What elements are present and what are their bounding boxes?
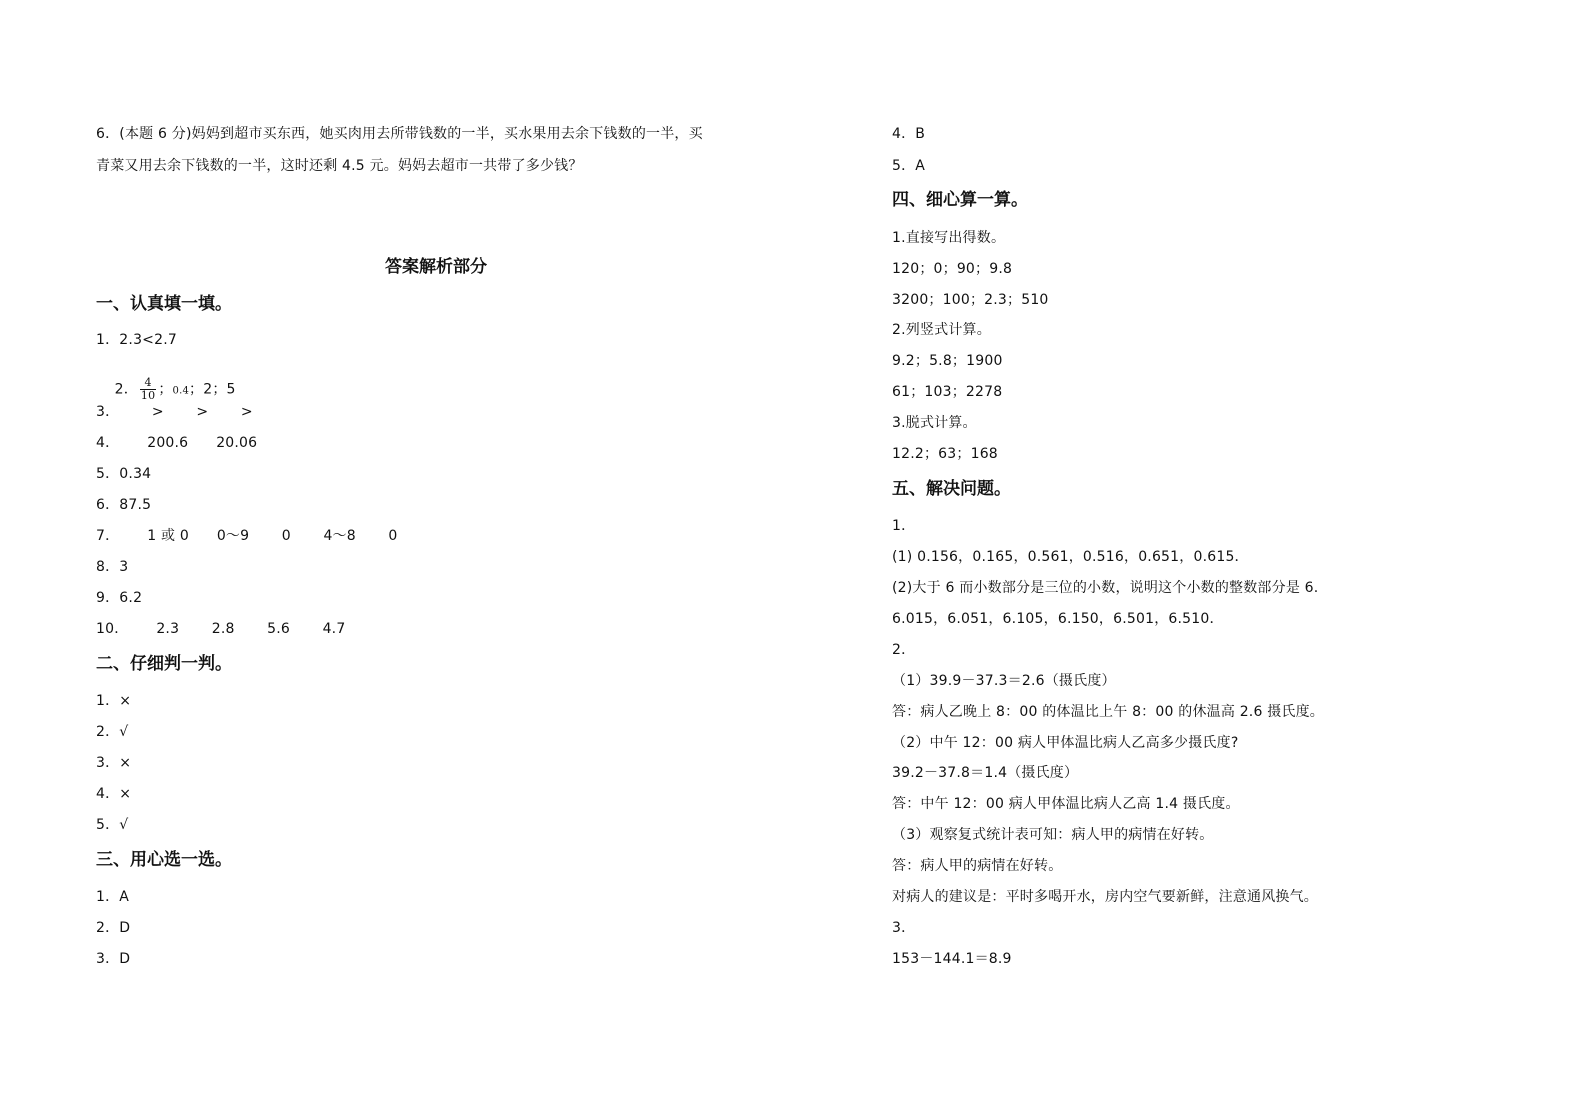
s3-item-3: 3．D bbox=[96, 951, 131, 967]
s4-line-5: 9.2；5.8；1900 bbox=[892, 353, 1003, 369]
s5-line-1: 1． bbox=[892, 518, 916, 534]
s2-item-1: 1．× bbox=[96, 693, 132, 709]
fraction-numerator: 4 bbox=[140, 377, 156, 390]
s1-item-1: 1．2.3<2.7 bbox=[96, 332, 177, 348]
answer-section-title: 答案解析部分 bbox=[385, 257, 487, 277]
s1-item-3: 3． > > > bbox=[96, 404, 253, 420]
s3-item-5: 5．A bbox=[892, 158, 926, 174]
s4-line-2: 120；0；90；9.8 bbox=[892, 261, 1013, 277]
s1-item-10: 10． 2.3 2.8 5.6 4.7 bbox=[96, 621, 346, 637]
s5-line-3: (2)大于 6 而小数部分是三位的小数，说明这个小数的整数部分是 6. bbox=[892, 580, 1319, 596]
s2-item-2: 2．√ bbox=[96, 724, 129, 740]
s1-item-2-rest: ；2；5 bbox=[189, 381, 236, 398]
s1-item-2-prefix: 2． bbox=[114, 381, 138, 398]
s2-item-3: 3．× bbox=[96, 755, 132, 771]
s1-item-5: 5．0.34 bbox=[96, 466, 152, 482]
s5-line-13: 对病人的建议是：平时多喝开水，房内空气要新鲜，注意通风换气。 bbox=[892, 889, 1318, 905]
s1-item-8: 8．3 bbox=[96, 559, 129, 575]
s5-line-7: 答：病人乙晚上 8：00 的体温比上午 8：00 的休温高 2.6 摄氏度。 bbox=[892, 704, 1325, 720]
s4-line-3: 3200；100；2.3；510 bbox=[892, 292, 1049, 308]
separator: ； bbox=[158, 381, 173, 398]
fraction bbox=[140, 377, 156, 402]
s3-item-4: 4．B bbox=[892, 126, 926, 142]
section1-title: 一、认真填一填。 bbox=[96, 294, 232, 314]
problem6-line2: 青菜又用去余下钱数的一半，这时还剩 4.5 元。妈妈去超市一共带了多少钱？ bbox=[96, 158, 583, 174]
s5-line-10: 答：中午 12：00 病人甲体温比病人乙高 1.4 摄氏度。 bbox=[892, 796, 1240, 812]
fraction-denominator: 10 bbox=[140, 389, 156, 402]
s1-item-9: 9．6.2 bbox=[96, 590, 143, 606]
s5-line-9: 39.2－37.8＝1.4（摄氏度） bbox=[892, 765, 1079, 781]
s3-item-2: 2．D bbox=[96, 920, 131, 936]
s2-item-5: 5．√ bbox=[96, 817, 129, 833]
section4-title: 四、细心算一算。 bbox=[892, 190, 1028, 210]
s5-line-5: 2． bbox=[892, 642, 916, 658]
s2-item-4: 4．× bbox=[96, 786, 132, 802]
s5-line-15: 153－144.1＝8.9 bbox=[892, 951, 1012, 967]
s5-line-14: 3． bbox=[892, 920, 916, 936]
section3-title: 三、用心选一选。 bbox=[96, 850, 232, 870]
problem6-line1: 6．(本题 6 分)妈妈到超市买东西，她买肉用去所带钱数的一半，买水果用去余下钱数的一半，买 bbox=[96, 126, 703, 142]
s4-line-6: 61；103；2278 bbox=[892, 384, 1003, 400]
s5-line-11: （3）观察复式统计表可知：病人甲的病情在好转。 bbox=[892, 827, 1214, 843]
s5-line-8: （2）中午 12：00 病人甲体温比病人乙高多少摄氏度? bbox=[892, 735, 1239, 751]
s1-item-7: 7． 1 或 0 0～9 0 4～8 0 bbox=[96, 528, 398, 544]
s4-line-4: 2.列竖式计算。 bbox=[892, 322, 991, 338]
section2-title: 二、仔细判一判。 bbox=[96, 654, 232, 674]
s5-line-12: 答：病人甲的病情在好转。 bbox=[892, 858, 1063, 874]
s5-line-2: (1) 0.156，0.165，0.561，0.516，0.651，0.615． bbox=[892, 549, 1249, 565]
s5-line-6: （1）39.9－37.3＝2.6（摄氏度） bbox=[892, 673, 1116, 689]
small-decimal: 0.4 bbox=[172, 385, 190, 397]
s4-line-1: 1.直接写出得数。 bbox=[892, 230, 1006, 246]
s4-line-8: 12.2；63；168 bbox=[892, 446, 998, 462]
s1-item-4: 4． 200.6 20.06 bbox=[96, 435, 258, 451]
s4-line-7: 3.脱式计算。 bbox=[892, 415, 977, 431]
s3-item-1: 1．A bbox=[96, 889, 130, 905]
section5-title: 五、解决问题。 bbox=[892, 479, 1011, 499]
s1-item-6: 6．87.5 bbox=[96, 497, 152, 513]
s5-line-4: 6.015，6.051，6.105，6.150，6.501，6.510． bbox=[892, 611, 1224, 627]
